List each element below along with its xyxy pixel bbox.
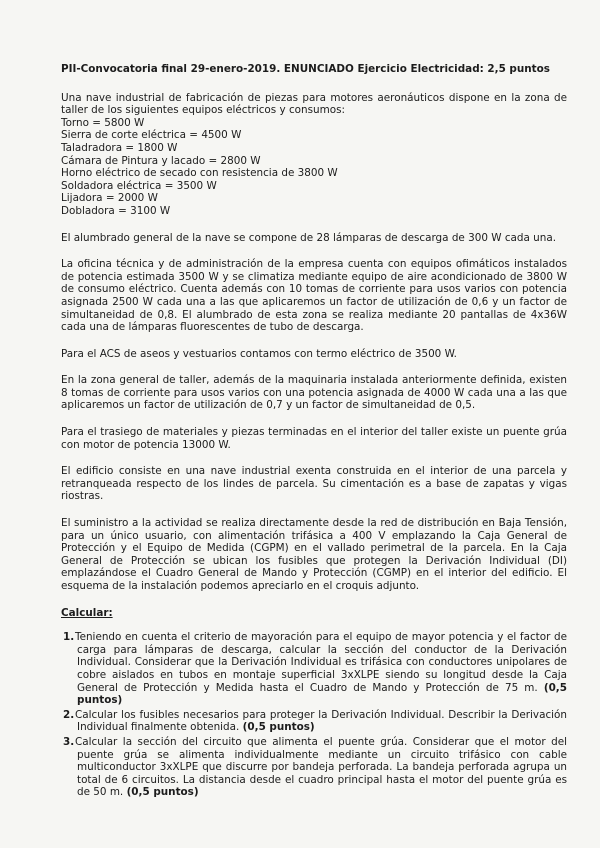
equipment-item: Lijadora = 2000 W bbox=[61, 192, 158, 205]
question-item bbox=[63, 631, 567, 707]
question-points: (0,5 puntos) bbox=[242, 721, 315, 734]
equipment-item: Dobladora = 3100 W bbox=[61, 204, 171, 217]
document-body bbox=[61, 63, 567, 801]
question-points: (0,5 puntos) bbox=[126, 786, 199, 799]
office-paragraph: La oficina técnica y de administración de la empresa cuenta con equipos ofimáticos instalados de potencia estimada 3500 W y se climatiza mediante equipo de aire acondicionado de 3800 W de consumo eléctrico. Cuenta además con 10 tomas de corriente para usos varios con potencia asignada 2500 W cada una a las que aplicaremos un factor de utilización de 0,6 y un factor de simultaneidad de 0,8. El alumbrado de esta zona se realiza mediante 20 pantallas de 4x36W cada una de lámparas fluorescentes de tubo de descarga. bbox=[61, 258, 567, 334]
equipment-item: Taladradora = 1800 W bbox=[61, 141, 178, 154]
question-item bbox=[63, 735, 567, 799]
acs-paragraph: Para el ACS de aseos y vestuarios contamos con termo eléctrico de 3500 W. bbox=[61, 347, 457, 360]
equipment-item: Torno = 5800 W bbox=[61, 116, 145, 129]
question-points: (0,5 puntos) bbox=[77, 681, 567, 707]
question-number: 3. bbox=[63, 735, 75, 748]
question-number: 1. bbox=[63, 631, 75, 644]
equipment-item: Sierra de corte eléctrica = 4500 W bbox=[61, 129, 242, 142]
intro-paragraph: Una nave industrial de fabricación de piezas para motores aeronáuticos dispone en la zona de taller de los siguientes equipos eléctricos y consumos: bbox=[61, 91, 567, 117]
lighting-paragraph: El alumbrado general de la nave se compone de 28 lámparas de descarga de 300 W cada una. bbox=[61, 231, 557, 244]
supply-paragraph: El suministro a la actividad se realiza directamente desde la red de distribución en Baja Tensión, para un único usuario, con alimentación trifásica a 400 V emplazando la Caja General de Protección y el Equipo de Medida (CGPM) en el vallado perimetral de la parcela. En la Caja General de Protección se ubican los fusibles que protegen la Derivación Individual (DI) emplazándose el Cuadro General de Mando y Protección (CGMP) en el interior del edificio. El esquema de la instalación podemos apreciarlo en el croquis adjunto. bbox=[61, 517, 567, 592]
exam-title: PII-Convocatoria final 29-enero-2019. ENUNCIADO Ejercicio Electricidad: 2,5 puntos bbox=[61, 63, 550, 75]
question-text: Calcular los fusibles necesarios para proteger la Derivación Individual. Describir la Derivación Individual finalmente obtenida. bbox=[75, 708, 567, 734]
equipment-item: Horno eléctrico de secado con resistencia de 3800 W bbox=[61, 167, 338, 180]
question-number: 2. bbox=[63, 708, 75, 721]
building-paragraph: El edificio consiste en una nave industrial exenta construida en el interior de una parcela y retranqueada respecto de los lindes de parcela. Su cimentación es a base de zapatas y vigas riostras. bbox=[61, 465, 567, 503]
equipment-item: Cámara de Pintura y lacado = 2800 W bbox=[61, 154, 261, 167]
question-list bbox=[61, 631, 567, 799]
equipment-item: Soldadora eléctrica = 3500 W bbox=[61, 179, 217, 192]
question-text: Teniendo en cuenta el criterio de mayoración para el equipo de mayor potencia y el factor de carga para lámparas de descarga, calcular la sección del conductor de la Derivación Individual. Considerar que la Derivación Individual es trifásica con conductores unipolares de cobre aislados en tubos en montaje superficial 3xXLPE siendo su longitud desde la Caja General de Protección y Medida hasta el Cuadro de Mando y Protección de 75 m. bbox=[75, 631, 567, 694]
intro-section bbox=[61, 92, 567, 218]
workshop-paragraph: En la zona general de taller, además de la maquinaria instalada anteriormente definida, existen 8 tomas de corriente para usos varios con una potencia asignada de 4000 W cada una a las que aplicaremos un factor de utilización de 0,7 y un factor de simultaneidad de 0,5. bbox=[61, 374, 567, 412]
question-text: Calcular la sección del circuito que alimenta el puente grúa. Considerar que el motor del puente grúa se alimenta individualmente mediante un circuito trifásico con cable multiconductor 3xXLPE que discurre por bandeja perforada. La bandeja perforada agrupa un total de 6 circuitos. La distancia desde el cuadro principal hasta el motor del puente grúa es de 50 m. bbox=[75, 735, 567, 799]
question-item bbox=[63, 708, 567, 734]
calculate-heading: Calcular: bbox=[61, 606, 113, 619]
crane-paragraph: Para el trasiego de materiales y piezas terminadas en el interior del taller existe un puente grúa con motor de potencia 13000 W. bbox=[61, 426, 567, 451]
